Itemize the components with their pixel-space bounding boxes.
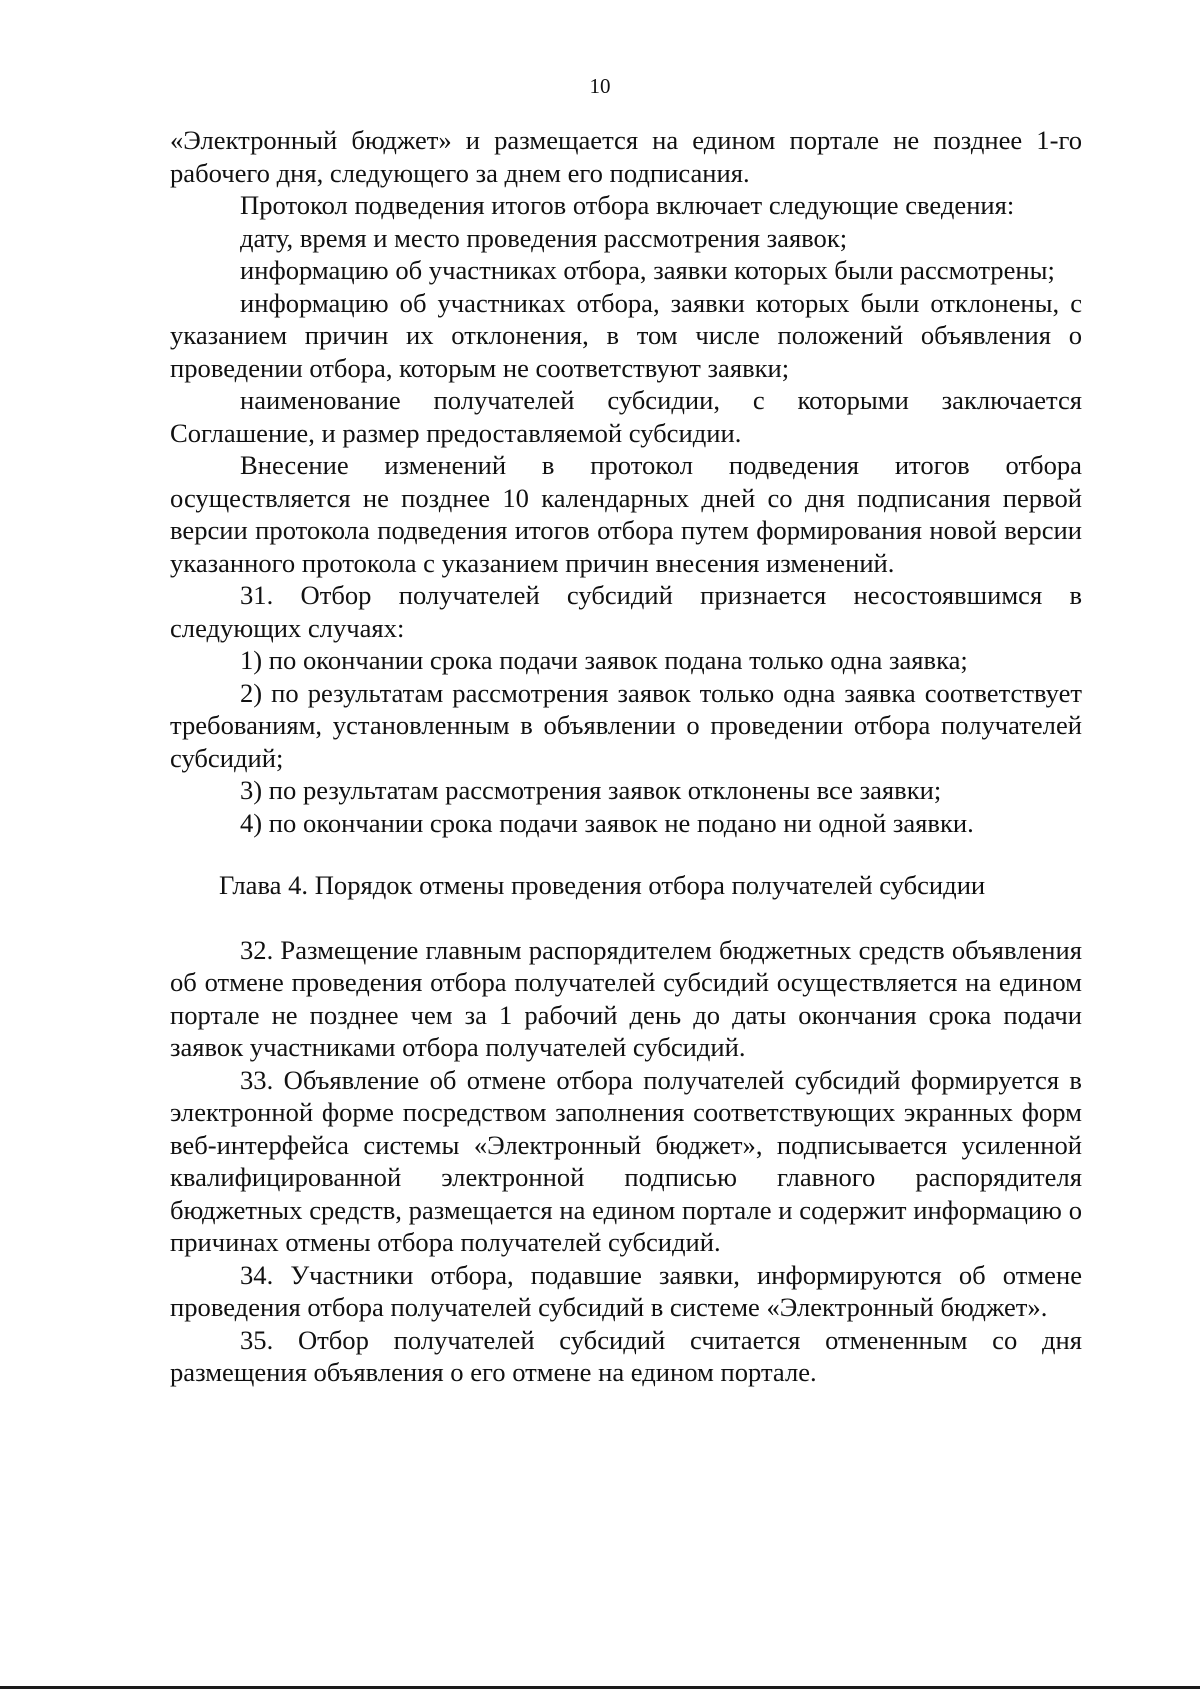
chapter-heading: Глава 4. Порядок отмены проведения отбора получателей субсидии	[219, 870, 986, 900]
paragraph: Внесение изменений в протокол подведения итогов отбора осуществляется не позднее 10 календарных дней со дня подписания первой версии протокола подведения итогов отбора путем формирования новой версии указанного протокола с указанием причин внесения изменений.	[170, 450, 1082, 578]
list-item: наименование получателей субсидии, с которыми заключается Соглашение, и размер предоставляемой субсидии.	[170, 385, 1082, 448]
list-item: 1) по окончании срока подачи заявок подана только одна заявка;	[240, 645, 968, 675]
paragraph-35: 35. Отбор получателей субсидий считается отмененным со дня размещения объявления о его отмене на едином портале.	[170, 1324, 1082, 1387]
paragraph-32: 32. Размещение главным распорядителем бюджетных средств объявления об отмене проведения отбора получателей субсидий осуществляется на едином портале не позднее чем за 1 рабочий день до даты окончания срока подачи заявок участниками отбора получателей субсидий.	[170, 934, 1082, 1062]
list-item: 3) по результатам рассмотрения заявок отклонены все заявки;	[240, 775, 942, 805]
scan-edge-line	[0, 1686, 1200, 1689]
list-item: информацию об участниках отбора, заявки которых были рассмотрены;	[240, 255, 1055, 285]
list-item: дату, время и место проведения рассмотрения заявок;	[240, 222, 848, 253]
list-item: 4) по окончании срока подачи заявок не подано ни одной заявки.	[240, 807, 974, 838]
paragraph-31: 31. Отбор получателей субсидий признается несостоявшимся в следующих случаях:	[170, 580, 1082, 643]
list-item: 2) по результатам рассмотрения заявок только одна заявка соответствует требованиям, установленным в объявлении о проведении отбора получателей субсидий;	[170, 677, 1082, 773]
paragraph: Протокол подведения итогов отбора включает следующие сведения:	[240, 190, 1015, 220]
paragraph-34: 34. Участники отбора, подавшие заявки, информируются об отмене проведения отбора получателей субсидий в системе «Электронный бюджет».	[170, 1259, 1082, 1322]
paragraph-33: 33. Объявление об отмене отбора получателей субсидий формируется в электронной форме посредством заполнения соответствующих экранных форм веб-интерфейса системы «Электронный бюджет», подписывается усиленной квалифицированной электронной подписью главного распорядителя бюджетных средств, размещается на едином портале и содержит информацию о причинах отмены отбора получателей субсидий.	[170, 1064, 1082, 1257]
list-item: информацию об участниках отбора, заявки которых были отклонены, с указанием причин их отклонения, в том числе положений объявления о проведении отбора, которым не соответствуют заявки;	[170, 287, 1082, 383]
page-number: 10	[589, 74, 611, 98]
paragraph-continuation: «Электронный бюджет» и размещается на едином портале не позднее 1-го рабочего дня, следующего за днем его подписания.	[170, 125, 1082, 188]
document-body	[170, 124, 1082, 1389]
